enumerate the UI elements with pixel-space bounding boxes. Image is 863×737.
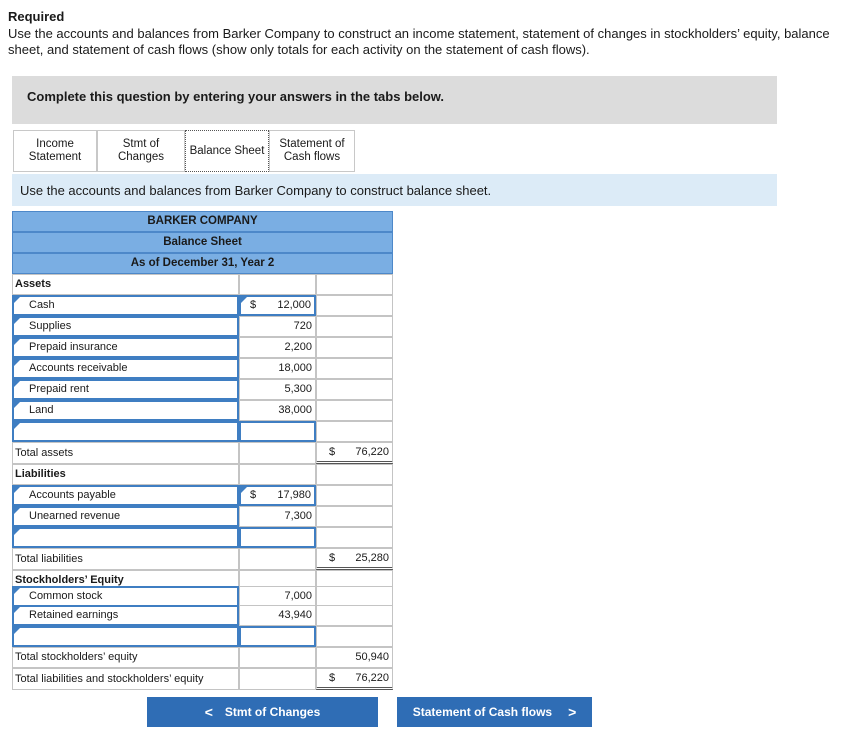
empty-cell bbox=[316, 337, 393, 358]
assets-heading: Assets bbox=[12, 274, 239, 295]
empty-cell bbox=[316, 464, 393, 485]
account-select-common-stock[interactable] bbox=[12, 586, 239, 607]
amount-input-retained-earnings[interactable] bbox=[239, 605, 316, 626]
total-liab-equity-value bbox=[316, 668, 393, 690]
tab-label-line2: Cash flows bbox=[283, 151, 341, 163]
total-equity-value bbox=[316, 647, 393, 668]
currency-symbol: $ bbox=[329, 552, 336, 564]
empty-cell bbox=[316, 421, 393, 442]
empty-cell bbox=[239, 647, 316, 668]
dropdown-marker-icon bbox=[241, 487, 247, 493]
tab-label-line2: Changes bbox=[117, 151, 165, 163]
empty-cell bbox=[316, 626, 393, 647]
amount-value: 18,000 bbox=[278, 362, 312, 374]
next-tab-label: Statement of Cash flows bbox=[412, 705, 553, 719]
empty-cell bbox=[316, 379, 393, 400]
dropdown-marker-icon bbox=[14, 588, 20, 594]
total-liabilities-value bbox=[316, 548, 393, 570]
dropdown-marker-icon bbox=[14, 529, 20, 535]
dropdown-marker-icon bbox=[241, 297, 247, 303]
account-select-prepaid-insurance[interactable] bbox=[12, 337, 239, 358]
empty-cell bbox=[316, 506, 393, 527]
empty-cell bbox=[316, 605, 393, 626]
empty-cell bbox=[316, 295, 393, 316]
account-select-land[interactable] bbox=[12, 400, 239, 421]
empty-cell bbox=[316, 358, 393, 379]
account-select-supplies[interactable] bbox=[12, 316, 239, 337]
dropdown-marker-icon bbox=[14, 508, 20, 514]
tab-label-line1: Stmt of bbox=[122, 138, 160, 150]
tab-income-statement[interactable] bbox=[13, 130, 97, 172]
liabilities-heading: Liabilities bbox=[12, 464, 239, 485]
account-select-cash[interactable] bbox=[12, 295, 239, 316]
empty-cell bbox=[316, 485, 393, 506]
dropdown-marker-icon bbox=[14, 339, 20, 345]
account-select-accounts-payable[interactable] bbox=[12, 485, 239, 506]
amount-input-empty[interactable] bbox=[239, 527, 316, 548]
amount-value: 2,200 bbox=[284, 341, 312, 353]
amount-input-empty[interactable] bbox=[239, 421, 316, 442]
amount-value: 7,300 bbox=[284, 510, 312, 522]
amount-input-accounts-payable[interactable] bbox=[239, 485, 316, 506]
total-assets-value bbox=[316, 442, 393, 464]
dropdown-marker-icon bbox=[14, 402, 20, 408]
total-liab-equity-label: Total liabilities and stockholders’ equity bbox=[12, 668, 239, 690]
tab-statement-of-cash-flows[interactable] bbox=[269, 130, 355, 172]
tab-balance-sheet[interactable] bbox=[185, 130, 269, 172]
account-label: Supplies bbox=[29, 320, 72, 332]
amount-value: 5,300 bbox=[284, 383, 312, 395]
next-tab-button[interactable] bbox=[397, 697, 592, 727]
dropdown-marker-icon bbox=[14, 628, 20, 634]
total-assets-label: Total assets bbox=[12, 442, 239, 464]
account-label: Cash bbox=[29, 299, 55, 311]
company-name: BARKER COMPANY bbox=[12, 211, 393, 232]
chevron-right-icon: > bbox=[568, 704, 577, 720]
amount-value: 12,000 bbox=[277, 299, 311, 311]
account-select-unearned-revenue[interactable] bbox=[12, 506, 239, 527]
currency-symbol: $ bbox=[250, 489, 257, 501]
dropdown-marker-icon bbox=[14, 318, 20, 324]
empty-cell bbox=[239, 668, 316, 690]
currency-symbol: $ bbox=[329, 446, 336, 458]
empty-cell bbox=[316, 527, 393, 548]
empty-cell bbox=[316, 274, 393, 295]
amount-value: 25,280 bbox=[355, 552, 389, 564]
empty-cell bbox=[316, 316, 393, 337]
total-equity-label: Total stockholders’ equity bbox=[12, 647, 239, 668]
account-label: Prepaid rent bbox=[29, 383, 89, 395]
dropdown-marker-icon bbox=[14, 360, 20, 366]
amount-value: 17,980 bbox=[277, 489, 311, 501]
dropdown-marker-icon bbox=[14, 487, 20, 493]
chevron-left-icon: < bbox=[204, 704, 213, 720]
prev-tab-button[interactable] bbox=[147, 697, 378, 727]
amount-input-supplies[interactable] bbox=[239, 316, 316, 337]
statement-title: Balance Sheet bbox=[12, 232, 393, 253]
amount-input-unearned-revenue[interactable] bbox=[239, 506, 316, 527]
amount-input-land[interactable] bbox=[239, 400, 316, 421]
tab-label-line1: Statement of bbox=[279, 138, 345, 150]
tab-label-line1: Balance Sheet bbox=[189, 144, 265, 157]
account-select-empty[interactable] bbox=[12, 421, 239, 442]
dropdown-marker-icon bbox=[14, 423, 20, 429]
amount-input-cash[interactable] bbox=[239, 295, 316, 316]
dropdown-marker-icon bbox=[14, 297, 20, 303]
account-label: Accounts receivable bbox=[29, 362, 128, 374]
dropdown-marker-icon bbox=[14, 381, 20, 387]
requirement-block bbox=[8, 9, 858, 59]
currency-symbol: $ bbox=[250, 299, 257, 311]
prev-tab-label: Stmt of Changes bbox=[224, 705, 321, 719]
total-liabilities-label: Total liabilities bbox=[12, 548, 239, 570]
account-label: Prepaid insurance bbox=[29, 341, 118, 353]
currency-symbol: $ bbox=[329, 672, 336, 684]
empty-cell bbox=[239, 442, 316, 464]
account-label: Land bbox=[29, 404, 54, 416]
amount-value: 76,220 bbox=[355, 672, 389, 684]
amount-input-prepaid-insurance[interactable] bbox=[239, 337, 316, 358]
empty-cell bbox=[316, 400, 393, 421]
tab-instruction: Use the accounts and balances from Barker Company to construct balance sheet. bbox=[12, 174, 777, 206]
account-select-accounts-receivable[interactable] bbox=[12, 358, 239, 379]
account-label: Accounts payable bbox=[29, 489, 116, 501]
tab-label-line1: Income bbox=[36, 138, 74, 150]
account-select-prepaid-rent[interactable] bbox=[12, 379, 239, 400]
amount-value: 38,000 bbox=[278, 404, 312, 416]
amount-value: 43,940 bbox=[278, 609, 312, 621]
empty-cell bbox=[239, 464, 316, 485]
empty-cell bbox=[239, 274, 316, 295]
amount-input-common-stock[interactable] bbox=[239, 586, 316, 607]
requirement-text: Use the accounts and balances from Barker Company to construct an income statement, statement of changes in stockholders’ equity, balance sheet, and statement of cash flows (show only totals for each activity on the statement of cash flows). bbox=[8, 25, 830, 57]
amount-value: 50,940 bbox=[355, 651, 389, 663]
empty-cell bbox=[239, 548, 316, 570]
statement-date: As of December 31, Year 2 bbox=[12, 253, 393, 274]
tab-label-line2: Statement bbox=[28, 151, 82, 163]
amount-input-empty[interactable] bbox=[239, 626, 316, 647]
account-select-empty[interactable] bbox=[12, 527, 239, 548]
empty-cell bbox=[316, 586, 393, 607]
amount-input-prepaid-rent[interactable] bbox=[239, 379, 316, 400]
requirement-title: Required bbox=[8, 9, 65, 24]
account-select-empty[interactable] bbox=[12, 626, 239, 647]
account-select-retained-earnings[interactable] bbox=[12, 605, 239, 626]
amount-input-accounts-receivable[interactable] bbox=[239, 358, 316, 379]
dropdown-marker-icon bbox=[14, 607, 20, 613]
amount-value: 76,220 bbox=[355, 446, 389, 458]
instruction-banner: Complete this question by entering your answers in the tabs below. bbox=[12, 76, 777, 124]
amount-value: 720 bbox=[293, 320, 312, 332]
account-label: Retained earnings bbox=[29, 609, 119, 621]
tab-stmt-of-changes[interactable] bbox=[97, 130, 185, 172]
account-label: Unearned revenue bbox=[29, 510, 121, 522]
account-label: Common stock bbox=[29, 590, 103, 602]
equity-heading: Stockholders’ Equity bbox=[12, 570, 239, 591]
amount-value: 7,000 bbox=[284, 590, 312, 602]
